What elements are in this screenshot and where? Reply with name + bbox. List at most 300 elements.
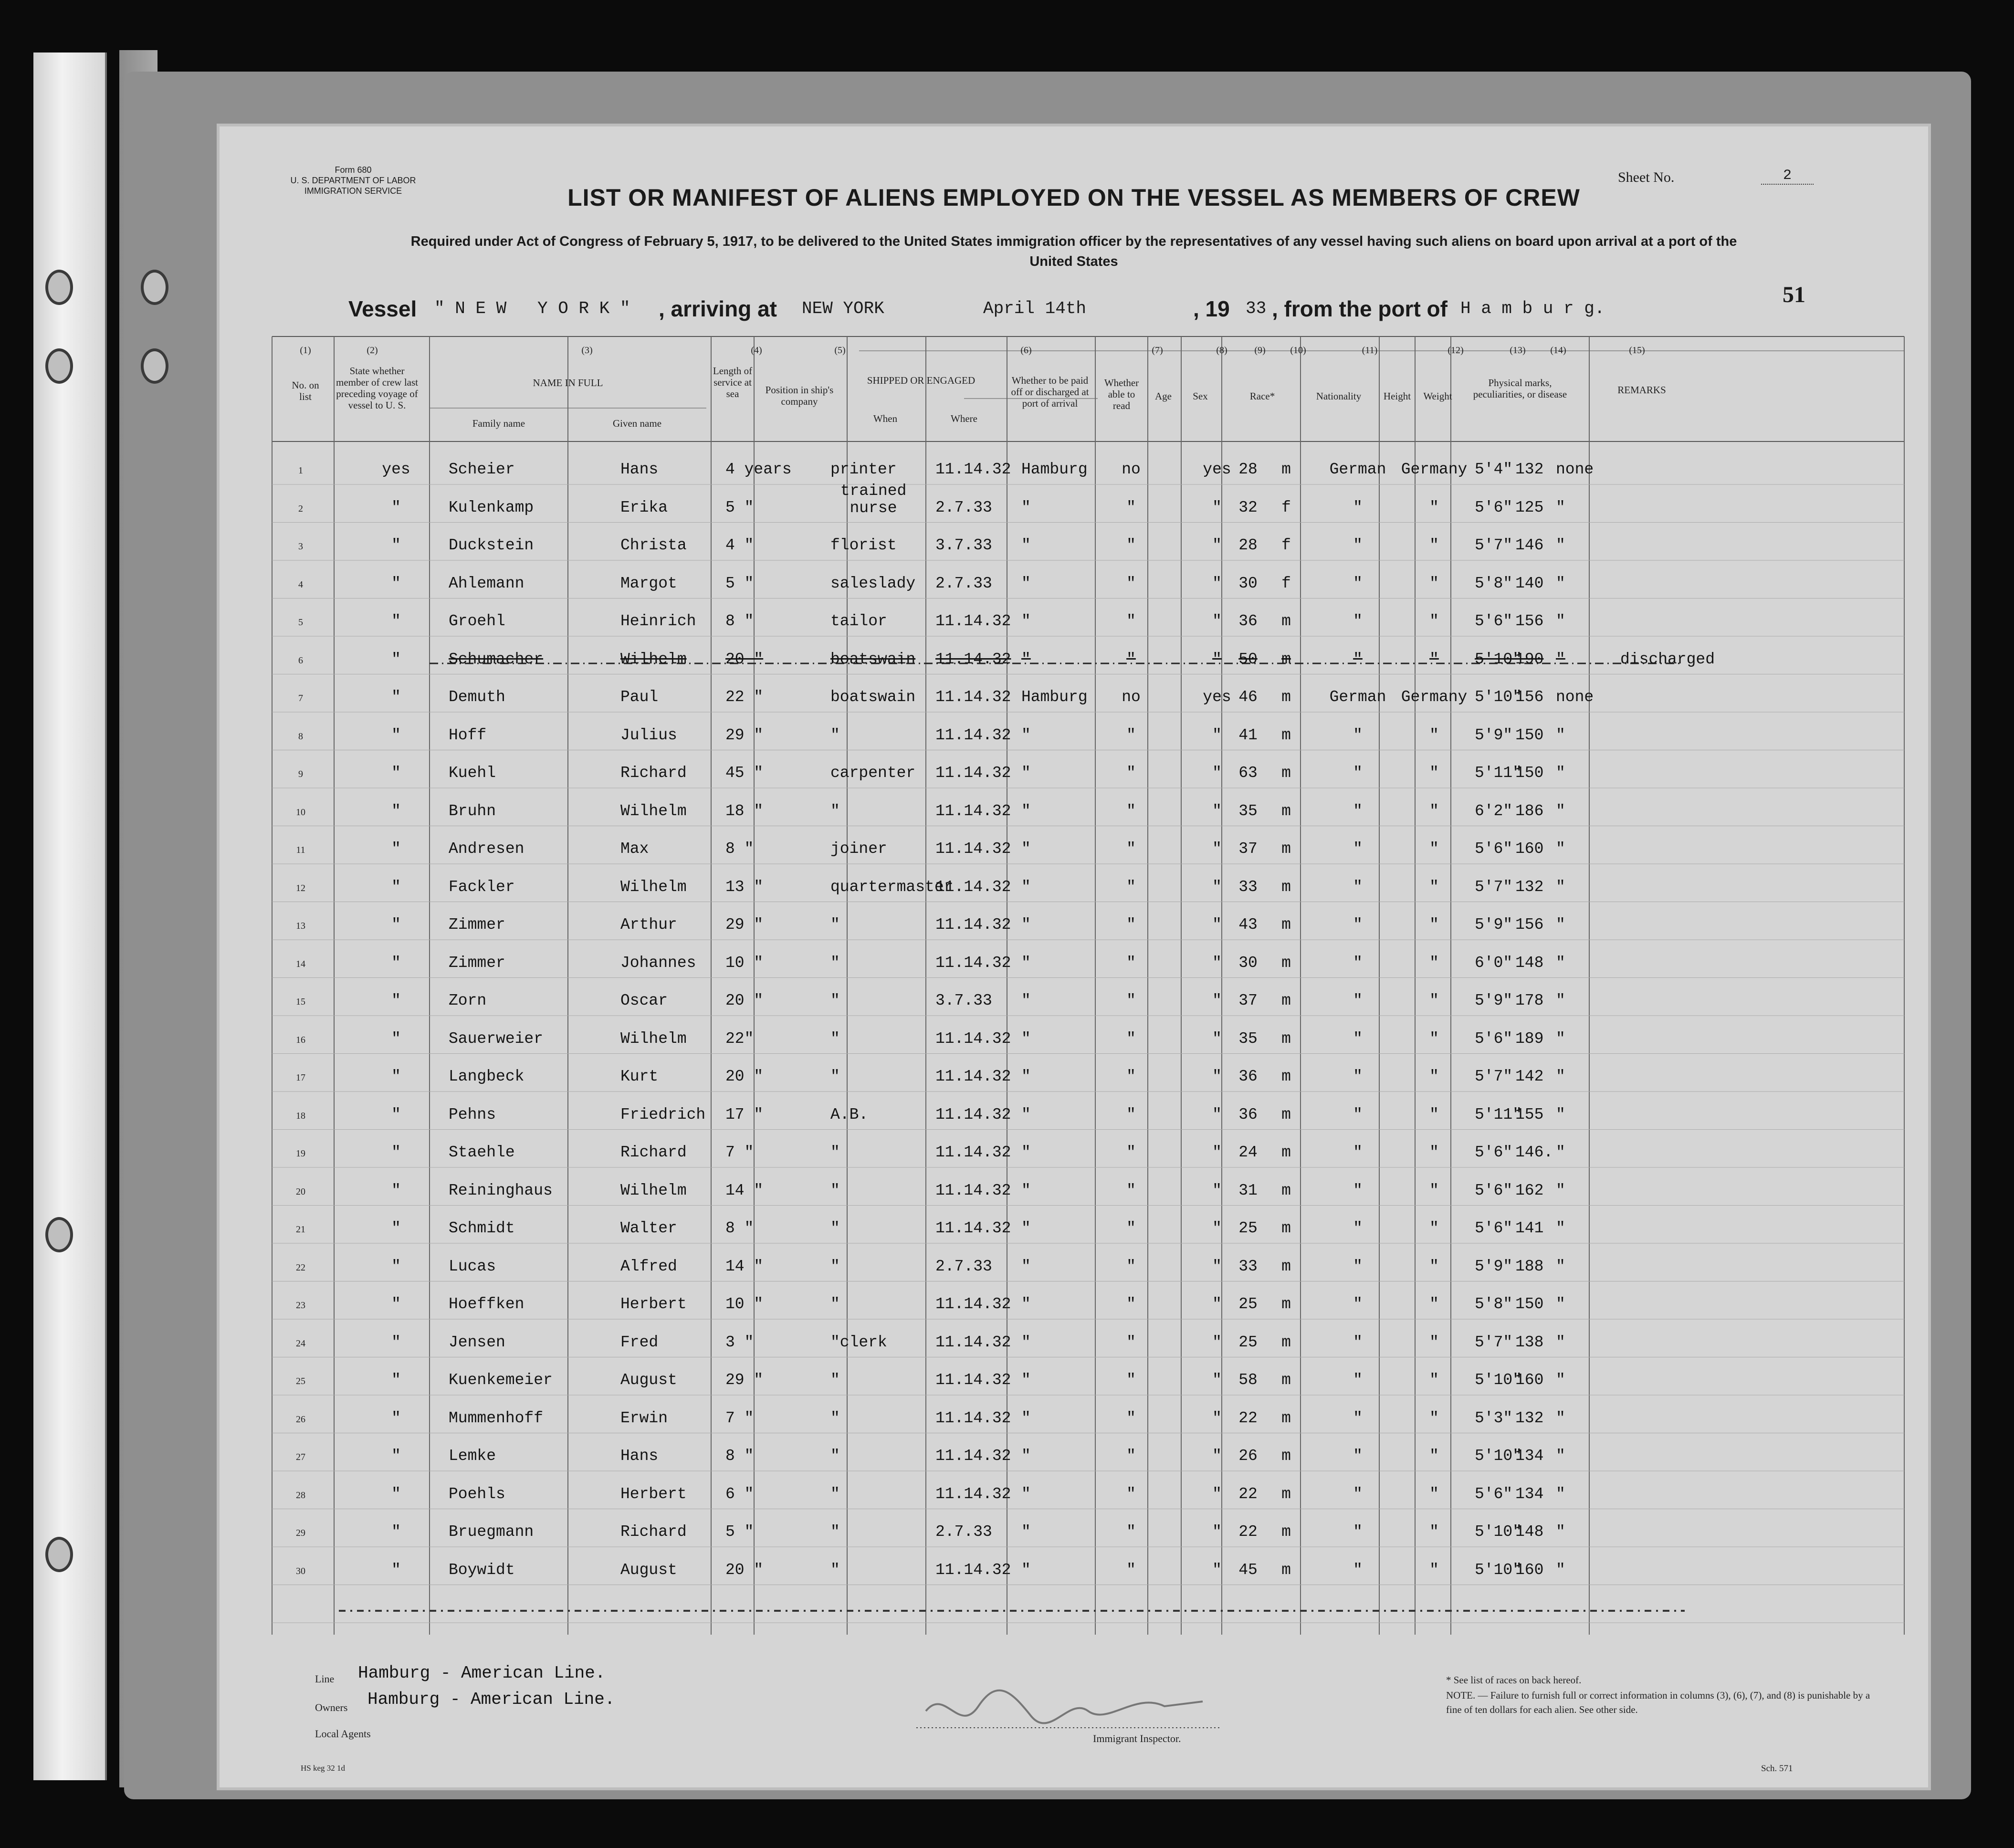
cell-fam: Boywidt: [449, 1561, 515, 1579]
row-number: 20: [296, 1186, 305, 1197]
cell-ht: 5'7": [1475, 878, 1513, 896]
cell-voy: ": [391, 1523, 401, 1541]
cell-ht: 5'10": [1475, 688, 1522, 706]
cell-phys: ": [1556, 726, 1565, 744]
header-shipped-engaged: SHIPPED OR ENGAGED: [867, 375, 976, 386]
cell-where: Hamburg: [1021, 461, 1088, 478]
cell-read: ": [1212, 650, 1222, 668]
fine-note: NOTE. — Failure to furnish full or correct information in columns (3), (6), (7), and (8) is punishable by a fine of ten dollars for each alien. See other side.: [1446, 1690, 1870, 1715]
cell-len: 20 ": [725, 1561, 764, 1579]
row-number: 4: [298, 579, 303, 590]
cell-pos: tailor: [830, 612, 887, 630]
cell-phys: ": [1556, 916, 1565, 934]
row-number: 25: [296, 1376, 305, 1386]
cell-when: 11.14.32: [935, 726, 1011, 744]
cell-phys: ": [1556, 612, 1565, 630]
cell-giv: Christa: [620, 536, 687, 554]
races-note: * See list of races on back hereof.: [1446, 1674, 1582, 1686]
cell-paid: ": [1126, 1333, 1136, 1351]
header-position: Position in ship's company: [765, 384, 834, 407]
cell-wt: 125: [1515, 498, 1544, 516]
cell-sex: m: [1281, 954, 1291, 972]
cell-age: 22: [1238, 1485, 1258, 1503]
cell-sex: m: [1281, 1144, 1291, 1161]
row-number: 23: [296, 1300, 305, 1311]
cell-fam: Schumacher: [449, 650, 544, 668]
cell-fam: Reininghaus: [449, 1181, 553, 1199]
cell-phys: ": [1556, 878, 1565, 896]
cell-len: 18 ": [725, 802, 764, 820]
from-label: , from the port of: [1272, 296, 1448, 321]
cell-age: 33: [1238, 1257, 1258, 1275]
cell-race: ": [1353, 1523, 1363, 1541]
cell-len: 8 ": [725, 612, 754, 630]
cell-paid: ": [1126, 612, 1136, 630]
cell-where: ": [1021, 1181, 1031, 1199]
punch-hole: [45, 270, 73, 305]
vessel-name: " N E W Y O R K ": [434, 299, 630, 318]
cell-fam: Lucas: [449, 1257, 496, 1275]
cell-ht: 5'10": [1475, 1523, 1522, 1541]
line-value: Hamburg - American Line.: [358, 1663, 606, 1683]
cell-nat: ": [1429, 726, 1439, 744]
cell-phys: ": [1556, 840, 1565, 858]
cell-when: 11.14.32: [935, 1219, 1011, 1237]
cell-read: ": [1212, 802, 1222, 820]
row-number: 12: [296, 882, 305, 893]
cell-fam: Kuenkemeier: [449, 1371, 553, 1389]
cell-paid: ": [1126, 878, 1136, 896]
cell-giv: Oscar: [620, 992, 668, 1009]
cell-fam: Zimmer: [449, 916, 505, 934]
cell-age: 58: [1238, 1371, 1258, 1389]
cell-len: 5 ": [725, 498, 754, 516]
from-port: H a m b u r g.: [1460, 299, 1605, 318]
cell-wt: 155: [1515, 1105, 1544, 1124]
cell-wt: 134: [1515, 1447, 1544, 1465]
cell-pos: quartermaster: [830, 878, 954, 896]
cell-paid: ": [1126, 764, 1136, 782]
cell-race: ": [1353, 1181, 1363, 1199]
cell-ht: 5'6": [1475, 498, 1513, 516]
cell-giv: Wilhelm: [620, 1181, 687, 1199]
cell-read: ": [1212, 878, 1222, 896]
cell-giv: Herbert: [620, 1485, 687, 1503]
page-number: 51: [1783, 282, 1805, 307]
cell-age: 31: [1238, 1181, 1258, 1199]
header-no-on-list: No. on list: [292, 379, 319, 402]
cell-paid: ": [1126, 1029, 1136, 1048]
cell-pos: ": [830, 1144, 840, 1161]
cell-voy: ": [391, 1371, 401, 1389]
cell-wt: 141: [1515, 1219, 1544, 1237]
cell-giv: Johannes: [620, 954, 696, 972]
cell-paid: ": [1126, 1105, 1136, 1124]
cell-age: 50: [1238, 650, 1258, 668]
cell-sex: m: [1281, 878, 1291, 896]
punch-hole: [141, 270, 168, 305]
cell-phys: ": [1556, 1523, 1565, 1541]
cell-phys: ": [1556, 1257, 1565, 1275]
cell-when: 11.14.32: [935, 688, 1011, 706]
cell-read: ": [1212, 536, 1222, 554]
cell-when: 11.14.32: [935, 1485, 1011, 1503]
cell-when: 11.14.32: [935, 802, 1011, 820]
cell-paid: ": [1126, 1219, 1136, 1237]
cell-phys: ": [1556, 954, 1565, 972]
cell-ht: 6'0": [1475, 954, 1513, 972]
cell-when: 11.14.32: [935, 461, 1011, 478]
cell-voy: ": [391, 916, 401, 934]
cell-pos: A.B.: [830, 1105, 869, 1124]
cell-nat: ": [1429, 1068, 1439, 1085]
manifest-sheet: [220, 126, 1928, 1787]
cell-fam: Mummenhoff: [449, 1409, 544, 1427]
cell-sex: m: [1281, 1181, 1291, 1199]
cell-paid: ": [1126, 840, 1136, 858]
col-num-6: (6): [1020, 345, 1032, 356]
cell-read: ": [1212, 1371, 1222, 1389]
header-name-in-full: NAME IN FULL: [533, 377, 603, 388]
cell-len: 7 ": [725, 1409, 754, 1427]
cell-giv: August: [620, 1371, 677, 1389]
cell-len: 4 years: [725, 461, 792, 478]
row-number: 14: [296, 958, 305, 969]
cell-giv: Julius: [620, 726, 677, 744]
cell-wt: 132: [1515, 878, 1544, 896]
cell-phys: ": [1556, 650, 1565, 668]
cell-nat: ": [1429, 916, 1439, 934]
cell-ht: 5'9": [1475, 992, 1513, 1009]
cell-wt: 138: [1515, 1333, 1544, 1351]
cell-paid: ": [1126, 1447, 1136, 1465]
cell-voy: yes: [382, 461, 410, 478]
cell-voy: ": [391, 1333, 401, 1351]
cell-sex: m: [1281, 840, 1291, 858]
cell-wt: 146: [1515, 536, 1544, 554]
cell-voy: ": [391, 878, 401, 896]
cell-voy: ": [391, 764, 401, 782]
cell-paid: ": [1126, 954, 1136, 972]
cell-where: ": [1021, 612, 1031, 630]
cell-pos: ": [830, 1219, 840, 1237]
cell-pos: ": [830, 1068, 840, 1085]
cell-sex: m: [1281, 1409, 1291, 1427]
cell-sex: m: [1281, 1219, 1291, 1237]
owners-label: Owners: [315, 1701, 348, 1713]
cell-ht: 5'6": [1475, 840, 1513, 858]
row-number: 11: [296, 845, 305, 855]
row-number: 8: [298, 731, 303, 742]
cell-pos: carpenter: [830, 764, 916, 782]
cell-age: 28: [1238, 461, 1258, 478]
header-given-name: Given name: [612, 418, 662, 429]
cell-voy: ": [391, 802, 401, 820]
cell-paid: ": [1126, 1371, 1136, 1389]
row-number: 2: [298, 503, 303, 514]
cell-race: ": [1353, 498, 1363, 516]
arriving-port: NEW YORK: [802, 299, 884, 318]
cell-read: ": [1212, 1333, 1222, 1351]
cell-fam: Jensen: [449, 1333, 505, 1351]
cell-nat: Germany: [1401, 461, 1468, 478]
cell-len: 8 ": [725, 840, 754, 858]
schedule-number: Sch. 571: [1761, 1764, 1793, 1774]
cell-voy: ": [391, 992, 401, 1009]
cell-nat: ": [1429, 1409, 1439, 1427]
cell-paid: ": [1126, 498, 1136, 516]
row-number: 16: [296, 1034, 305, 1045]
cell-nat: ": [1429, 764, 1439, 782]
cell-voy: ": [391, 840, 401, 858]
cell-when: 11.14.32: [935, 1409, 1011, 1427]
cell-nat: ": [1429, 1029, 1439, 1048]
cell-phys: ": [1556, 1219, 1565, 1237]
cell-len: 14 ": [725, 1181, 764, 1199]
cell-ht: 5'6": [1475, 1485, 1513, 1503]
row-number: 15: [296, 997, 305, 1007]
cell-when: 11.14.32: [935, 1068, 1011, 1085]
cell-ht: 5'9": [1475, 726, 1513, 744]
cell-giv: Wilhelm: [620, 1029, 687, 1048]
cell-sex: m: [1281, 1523, 1291, 1541]
cell-where: ": [1021, 1144, 1031, 1161]
col-num-8: (8): [1216, 345, 1227, 356]
row-number: 22: [296, 1262, 305, 1273]
cell-when: 11.14.32: [935, 1029, 1011, 1048]
cell-when: 2.7.33: [935, 498, 992, 516]
cell-pos: ": [830, 1181, 840, 1199]
cell-where: ": [1021, 1295, 1031, 1313]
cell-age: 45: [1238, 1561, 1258, 1579]
cell-phys: ": [1556, 802, 1565, 820]
cell-race: German: [1329, 461, 1386, 478]
cell-ht: 5'6": [1475, 1219, 1513, 1237]
cell-phys: ": [1556, 498, 1565, 516]
header-length-service: Length of service at sea: [713, 365, 753, 399]
cell-read: ": [1212, 1105, 1222, 1124]
cell-giv: Walter: [620, 1219, 677, 1237]
cell-race: ": [1353, 1144, 1363, 1161]
cell-nat: ": [1429, 536, 1439, 554]
cell-race: ": [1353, 954, 1363, 972]
cell-read: ": [1212, 1561, 1222, 1579]
cell-pos: ": [830, 1561, 840, 1579]
cell-age: 25: [1238, 1333, 1258, 1351]
cell-sex: m: [1281, 1447, 1291, 1465]
cell-ht: 5'8": [1475, 1295, 1513, 1313]
cell-fam: Duckstein: [449, 536, 534, 554]
cell-len: 7 ": [725, 1144, 754, 1161]
cell-ht: 5'3": [1475, 1409, 1513, 1427]
cell-paid: ": [1126, 1144, 1136, 1161]
cell-race: ": [1353, 574, 1363, 592]
row-number: 3: [298, 541, 303, 552]
cell-read: ": [1212, 498, 1222, 516]
cell-len: 20 ": [725, 1068, 764, 1085]
cell-wt: 178: [1515, 992, 1544, 1009]
cell-ht: 5'9": [1475, 1257, 1513, 1275]
cell-phys: ": [1556, 1181, 1565, 1199]
cell-sex: m: [1281, 916, 1291, 934]
row-number: 7: [298, 693, 303, 704]
cell-where: ": [1021, 916, 1031, 934]
header-nationality: Nationality: [1316, 390, 1362, 402]
cell-fam: Staehle: [449, 1144, 515, 1161]
line-label: Line: [315, 1673, 335, 1685]
cell-where: ": [1021, 1561, 1031, 1579]
cell-age: 30: [1238, 574, 1258, 592]
cell-voy: ": [391, 1257, 401, 1275]
cell-when: 11.14.32: [935, 650, 1011, 668]
row-number: 1: [298, 465, 303, 476]
cell-phys: ": [1556, 1485, 1565, 1503]
cell-len: 20 ": [725, 650, 764, 668]
cell-giv: Hans: [620, 461, 659, 478]
cell-race: ": [1353, 1029, 1363, 1048]
header-sex: Sex: [1193, 390, 1208, 402]
cell-race: ": [1353, 802, 1363, 820]
cell-age: 32: [1238, 498, 1258, 516]
cell-ht: 5'8": [1475, 574, 1513, 592]
cell-when: 11.14.32: [935, 1371, 1011, 1389]
cell-wt: 148: [1515, 1523, 1544, 1541]
cell-nat: ": [1429, 1105, 1439, 1124]
cell-pos: boatswain: [830, 688, 916, 706]
cell-wt: 148: [1515, 954, 1544, 972]
cell-voy: ": [391, 1068, 401, 1085]
document-title: LIST OR MANIFEST OF ALIENS EMPLOYED ON THE VESSEL AS MEMBERS OF CREW: [567, 184, 1580, 211]
cell-race: ": [1353, 650, 1363, 668]
cell-age: 24: [1238, 1144, 1258, 1161]
row-number: 21: [296, 1224, 305, 1235]
row-number: 6: [298, 655, 303, 666]
cell-giv: Fred: [620, 1333, 659, 1351]
cell-pos: ": [830, 726, 840, 744]
cell-giv: Wilhelm: [620, 802, 687, 820]
cell-nat: ": [1429, 878, 1439, 896]
cell-pos: ": [830, 916, 840, 934]
cell-ht: 5'7": [1475, 1333, 1513, 1351]
row-number: 9: [298, 769, 303, 779]
cell-ht: 5'6": [1475, 612, 1513, 630]
cell-ht: 5'9": [1475, 916, 1513, 934]
cell-where: ": [1021, 650, 1031, 668]
cell-fam: Zimmer: [449, 954, 505, 972]
cell-nat: ": [1429, 1144, 1439, 1161]
row-number: 29: [296, 1528, 305, 1538]
cell-paid: ": [1126, 1181, 1136, 1199]
cell-rem: discharged: [1620, 650, 1715, 668]
cell-race: ": [1353, 992, 1363, 1009]
binder-strip: [33, 52, 107, 1780]
cell-sex: m: [1281, 1105, 1291, 1124]
cell-read: ": [1212, 916, 1222, 934]
cell-len: 45 ": [725, 764, 764, 782]
cell-ht: 5'6": [1475, 1144, 1513, 1161]
cell-read: ": [1212, 1068, 1222, 1085]
cell-read: ": [1212, 1144, 1222, 1161]
cell-race: ": [1353, 726, 1363, 744]
cell-when: 11.14.32: [935, 1561, 1011, 1579]
cell-where: ": [1021, 1333, 1031, 1351]
cell-len: 22": [725, 1029, 754, 1048]
cell-giv: Herbert: [620, 1295, 687, 1313]
cell-pos: ": [830, 1523, 840, 1541]
cell-ht: 5'11": [1475, 764, 1522, 782]
cell-voy: ": [391, 1409, 401, 1427]
year-prefix: , 19: [1193, 296, 1230, 321]
header-family-name: Family name: [472, 418, 525, 429]
cell-nat: ": [1429, 840, 1439, 858]
cell-where: ": [1021, 1068, 1031, 1085]
cell-wt: 140: [1515, 574, 1544, 592]
cell-race: ": [1353, 1371, 1363, 1389]
cell-nat: ": [1429, 1333, 1439, 1351]
cell-len: 13 ": [725, 878, 764, 896]
cell-wt: 190: [1515, 650, 1544, 668]
cell-len: 29 ": [725, 916, 764, 934]
cell-ht: 5'7": [1475, 536, 1513, 554]
cell-giv: Paul: [620, 688, 659, 706]
row-number: 5: [298, 617, 303, 628]
cell-pos: printer: [830, 461, 897, 478]
cell-ht: 5'10": [1475, 1447, 1522, 1465]
vessel-label: Vessel: [348, 296, 417, 321]
cell-race: ": [1353, 1257, 1363, 1275]
cell-giv: August: [620, 1561, 677, 1579]
cell-phys: ": [1556, 1561, 1565, 1579]
col-num-13: (13): [1510, 345, 1526, 356]
cell-giv: Alfred: [620, 1257, 677, 1275]
cell-sex: m: [1281, 1561, 1291, 1579]
col-num-12: (12): [1448, 345, 1464, 356]
cell-sex: m: [1281, 612, 1291, 630]
cell-race: ": [1353, 1295, 1363, 1313]
cell-wt: 162: [1515, 1181, 1544, 1199]
cell-len: 14 ": [725, 1257, 764, 1275]
cell-age: 35: [1238, 1029, 1258, 1048]
cell-nat: ": [1429, 612, 1439, 630]
cell-read: ": [1212, 1181, 1222, 1199]
cell-wt: 188: [1515, 1257, 1544, 1275]
cell-when: 11.14.32: [935, 1181, 1011, 1199]
cell-paid: ": [1126, 1409, 1136, 1427]
cell-race: ": [1353, 1105, 1363, 1124]
cell-len: 20 ": [725, 992, 764, 1009]
cell-where: ": [1021, 1409, 1031, 1427]
cell-len: 4 ": [725, 536, 754, 554]
cell-voy: ": [391, 1295, 401, 1313]
cell-fam: Bruegmann: [449, 1523, 534, 1541]
cell-read: ": [1212, 1409, 1222, 1427]
cell-where: ": [1021, 764, 1031, 782]
cell-read: yes: [1203, 461, 1231, 478]
cell-phys: none: [1556, 461, 1594, 478]
cell-fam: Sauerweier: [449, 1029, 544, 1048]
cell-age: 37: [1238, 840, 1258, 858]
cell-phys: ": [1556, 1295, 1565, 1313]
cell-when: 11.14.32: [935, 1333, 1011, 1351]
inspector-signature: [916, 1678, 1260, 1744]
row-number: 24: [296, 1338, 305, 1349]
row-number: 18: [296, 1110, 305, 1121]
cell-giv: Max: [620, 840, 649, 858]
cell-read: yes: [1203, 688, 1231, 706]
cell-giv: Friedrich: [620, 1105, 706, 1124]
form-number: Form 680: [335, 165, 372, 175]
cell-sex: m: [1281, 1371, 1291, 1389]
